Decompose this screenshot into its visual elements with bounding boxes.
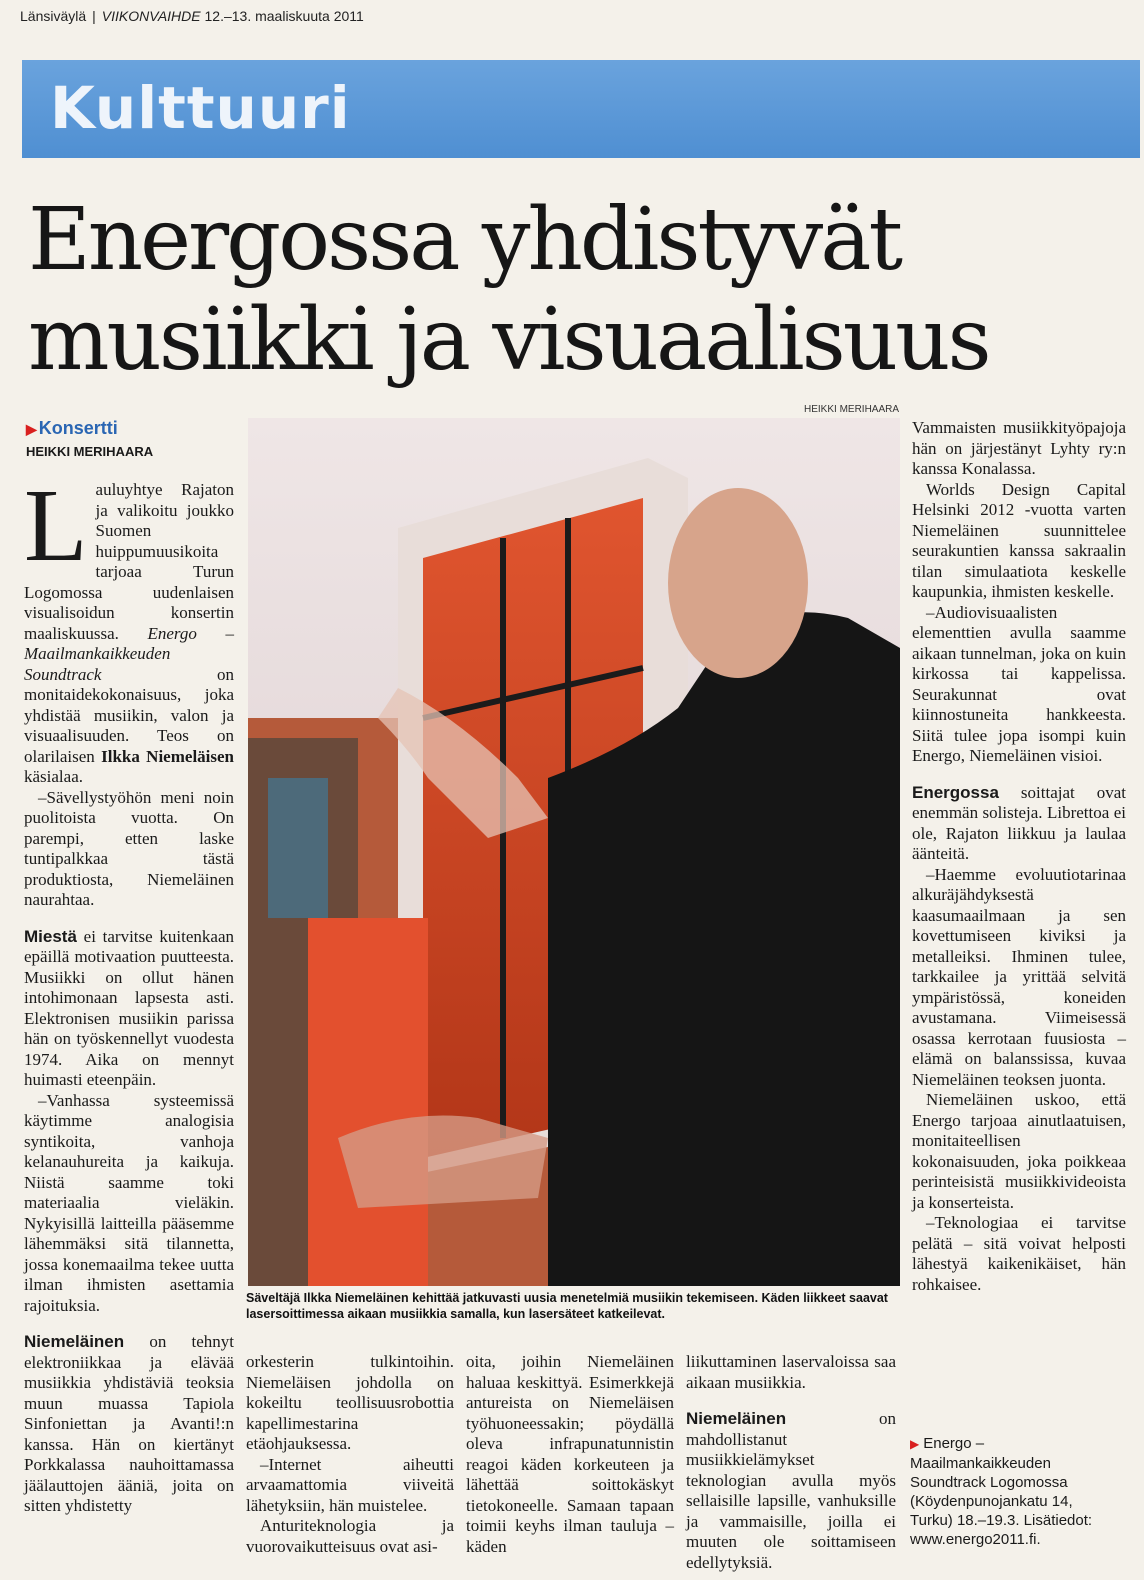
event-info-box — [910, 1434, 1110, 1549]
article-column-4 — [686, 1352, 896, 1573]
info-arrow-icon: ▶ — [910, 1437, 920, 1451]
paragraph: –Teknologiaa ei tarvitse pelätä – sitä voivat helposti lähestyä kaikenikäiset, hän rohkaisee. — [912, 1213, 1126, 1294]
paragraph: –Haemme evoluutiotarinaa alkuräjähdyksestä kaasumaailmaan ja sen kovettumiseen kiviksi ja metalleiksi. Ihminen tulee, tarkkailee ja yrittää selvitä ympäristössä, koneiden avustamana. Viimeisessä osassa kerrotaan fuusiosta – elämä on balanssissa, kuvaa Niemeläinen teoksen juonta. — [912, 864, 1126, 1089]
paragraph-text: on tehnyt elektroniikkaa ja elävää musiikkia yhdistäviä teoksia muun muassa Tapiola Sinfoniettan ja Avanti!:n kanssa. Hän on kiertänyt Porkkalassa nauhoittamassa jäälauttojen ääniä, joita on sitten yhdistetty — [24, 1332, 234, 1515]
edition-name: VIIKONVAIHDE — [101, 8, 201, 24]
subhead-lead: Niemeläinen — [24, 1332, 125, 1351]
headline-line-1: Energossa yhdistyvät — [28, 190, 901, 290]
photo-caption: Säveltäjä Ilkka Niemeläinen kehittää jatkuvasti uusia menetelmiä musiikin tekemiseen. Käden liikkeet saavat lasersoittimessa aikaan musiikkia samalla, kun lasersäteet katkeilevat. — [246, 1291, 888, 1321]
section-label: Kulttuuri — [50, 74, 351, 142]
article-column-3 — [466, 1352, 674, 1557]
paragraph: Anturiteknologia ja vuorovaikutteisuus ovat asi- — [246, 1516, 454, 1556]
subhead-lead: Niemeläinen — [686, 1409, 787, 1428]
paragraph: –Vanhassa systeemissä käytimme analogisia syntikoita, vanhoja kelanauhureita ja kaikuja. Niistä saamme toki materiaalia vieläkin. Nykyisillä laitteilla pääsemme lähemmäksi sitä tilannetta, jossa konemaailma tekee uutta ilman ihmisten asettamia rajoituksia. — [24, 1090, 234, 1315]
paragraph — [24, 927, 234, 1091]
article-column-5 — [912, 418, 1126, 1295]
lead-paragraph — [24, 468, 235, 788]
issue-date: 12.–13. maaliskuuta 2011 — [204, 8, 364, 24]
article-photo — [248, 418, 900, 1286]
masthead-line — [20, 8, 364, 24]
drop-cap: L — [24, 468, 88, 583]
publication-name: Länsiväylä — [20, 8, 87, 24]
paragraph: oita, joihin Niemeläinen haluaa keskittyä. Esimerkkejä antureista on Niemeläisen työhuoneessakin; pöydällä oleva infrapunatunnistin reagoi käden korkeuteen ja lähettää soittokäskyt tietokoneelle. Samaan tapaan toimii keyhs ilman tauluja – käden — [466, 1352, 674, 1556]
article-column-2 — [246, 1352, 454, 1557]
paragraph — [686, 1409, 896, 1573]
work-title: Energo – Maailmankaikkeuden Soundtrack — [24, 623, 235, 684]
paragraph-text: soittajat ovat enemmän solisteja. Librettoa ei ole, Rajaton liikkuu ja laulaa äänteitä. — [912, 782, 1126, 863]
paragraph: –Sävellystyöhön meni noin puolitoista vuotta. On parempi, etten laske tuntipalkkaa tästä produktiosta, Niemeläinen naurahtaa. — [24, 787, 234, 909]
kicker-arrow-icon: ▶ — [26, 421, 37, 437]
subhead-lead: Energossa — [912, 782, 999, 802]
paragraph: Niemeläinen uskoo, että Energo tarjoaa ainutlaatuisen, monitaiteellisen kokonaisuuden, joka poikkeaa perinteisistä musiikkivideoista ja konserteista. — [912, 1090, 1126, 1212]
composer-name: Ilkka Niemeläisen — [101, 746, 234, 766]
header-separator: | — [92, 8, 96, 24]
paragraph-text: on mahdollistanut musiikkielämykset teknologian avulla myös sellaisille lapsille, vanhuksille ja vammaisille, joilla ei muuten ole soittamiseen edellytyksiä. — [686, 1409, 896, 1572]
lead-text-3: käsialaa. — [24, 767, 83, 786]
event-info-text: Energo – Maailmankaikkeuden Soundtrack Logomossa (Köydenpunojankatu 14, Turku) 18.–19.3. Lisätiedot: www.energo2011.fi. — [910, 1435, 1093, 1548]
kicker — [26, 418, 118, 439]
paragraph — [24, 1332, 234, 1517]
paragraph-text: ei tarvitse kuitenkaan epäillä motivaation puutteesta. Musiikki on ollut hänen intohimonaan lapsesta asti. Elektronisen musiikin parissa hän on työskennellyt vuodesta 1974. Aika on mennyt huimasti eteenpäin. — [24, 926, 235, 1089]
kicker-label: Konsertti — [38, 418, 118, 438]
paragraph: orkesterin tulkintoihin. Niemeläisen johdolla on kokeiltu teollisuusrobottia kapellimestarina etäohjauksessa. — [246, 1352, 454, 1453]
paragraph — [912, 783, 1126, 865]
subhead-lead: Miestä — [24, 926, 77, 946]
paragraph: –Internet aiheutti arvaamattomia viiveitä lähetyksiin, hän muistelee. — [246, 1454, 454, 1515]
photo-illustration — [248, 418, 900, 1286]
lead-text-2: on monitaidekokonaisuus, joka yhdistää musiikin, valon ja visuaalisuuden. Teos on olarilaisen — [24, 664, 234, 766]
photo-credit: HEIKKI MERIHAARA — [804, 404, 900, 415]
headline — [28, 190, 1128, 390]
paragraph: Worlds Design Capital Helsinki 2012 -vuotta varten Niemeläinen suunnittelee seurakuntien kanssa sakraalin tilan simulaatiota keskelle kaupunkia, ihmisten keskelle. — [912, 479, 1126, 601]
paragraph: liikuttaminen laservaloissa saa aikaan musiikkia. — [686, 1352, 896, 1392]
section-band — [22, 60, 1140, 158]
paragraph: Vammaisten musiikkityöpajoja hän on järjestänyt Lyhty ry:n kanssa Konalassa. — [912, 418, 1126, 478]
headline-line-2: musiikki ja visuaalisuus — [28, 290, 989, 390]
article-column-1 — [24, 468, 235, 1517]
paragraph: –Audiovisuaalisten elementtien avulla saamme aikaan tunnelman, joka on kuin kirkossa tai kappelissa. Seurakunnat ovat kiinnostuneita hankkeesta. Siitä tulee jopa isompi kuin Energo, Niemeläinen visioi. — [912, 602, 1126, 765]
byline: HEIKKI MERIHAARA — [26, 444, 154, 459]
lead-text: auluyhtye Rajaton ja valikoitu joukko Suomen huippumuusikoita tarjoaa Turun Logomossa uudenlaisen visualisoidun konsertin maaliskuussa. — [24, 480, 234, 643]
